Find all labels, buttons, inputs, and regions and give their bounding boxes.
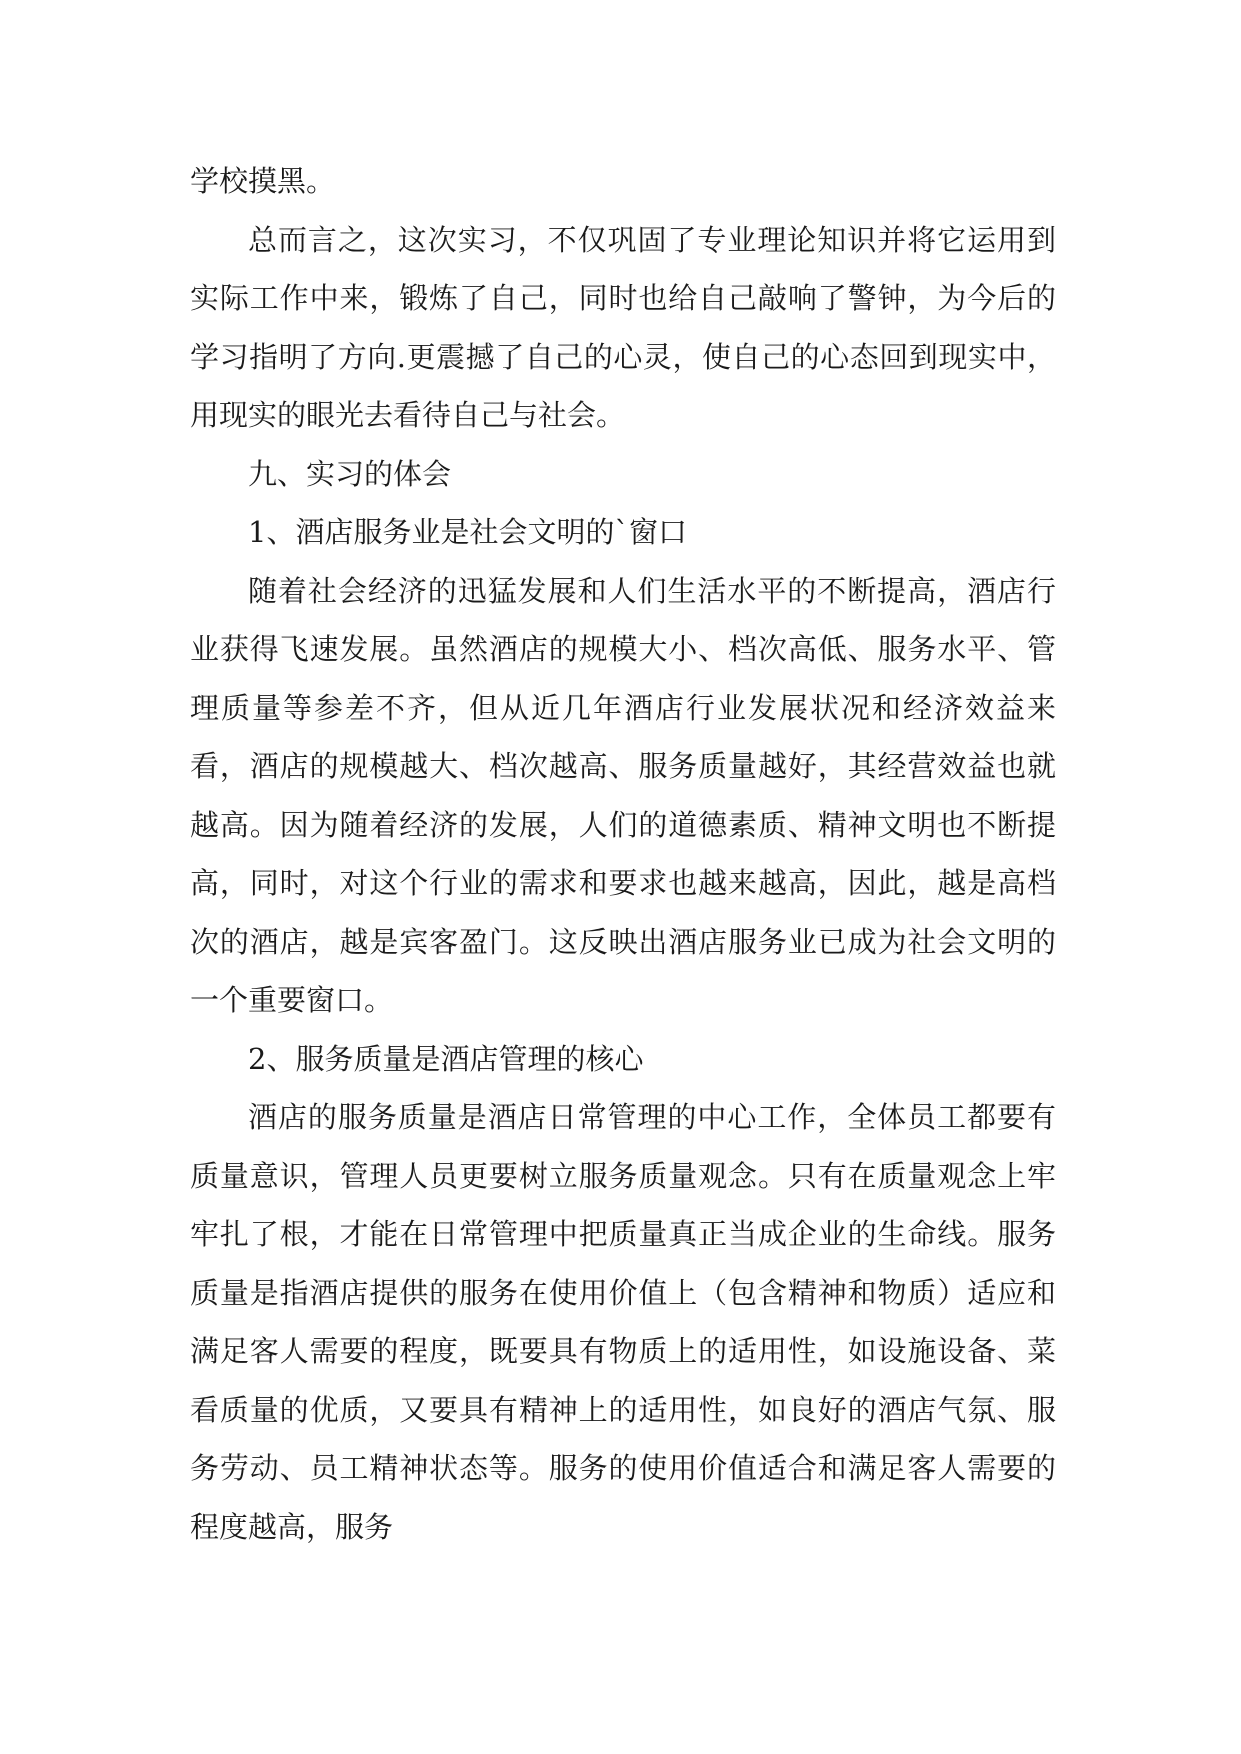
subsection-heading: 1、酒店服务业是社会文明的`窗口 (248, 515, 687, 549)
paragraph: 学校摸黑。 (190, 164, 336, 198)
document-body (190, 152, 1056, 1556)
paragraph: 酒店的服务质量是酒店日常管理的中心工作，全体员工都要有质量意识，管理人员更要树立服务质量观念。只有在质量观念上牢牢扎了根，才能在日常管理中把质量真正当成企业的生命线。服务质量是指酒店提供的服务在使用价值上（包含精神和物质）适应和满足客人需要的程度，既要具有物质上的适用性，如设施设备、菜看质量的优质，又要具有精神上的适用性，如良好的酒店气氛、服务劳动、员工精神状态等。服务的使用价值适合和满足客人需要的程度越高，服务 (190, 1100, 1056, 1544)
paragraph: 随着社会经济的迅猛发展和人们生活水平的不断提高，酒店行业获得飞速发展。虽然酒店的规模大小、档次高低、服务水平、管理质量等参差不齐，但从近几年酒店行业发展状况和经济效益来看，酒店的规模越大、档次越高、服务质量越好，其经营效益也就越高。因为随着经济的发展，人们的道德素质、精神文明也不断提高，同时，对这个行业的需求和要求也越来越高，因此，越是高档次的酒店，越是宾客盈门。这反映出酒店服务业已成为社会文明的一个重要窗口。 (190, 573, 1056, 1017)
subsection-heading: 2、服务质量是酒店管理的核心 (248, 1041, 644, 1076)
paragraph: 总而言之，这次实习，不仅巩固了专业理论知识并将它运用到实际工作中来，锻炼了自己，同时也给自己敲响了警钟，为今后的学习指明了方向.更震撼了自己的心灵，使自己的心态回到现实中，用现实的眼光去看待自己与社会。 (190, 222, 1056, 432)
section-heading: 九、实习的体会 (248, 456, 452, 491)
